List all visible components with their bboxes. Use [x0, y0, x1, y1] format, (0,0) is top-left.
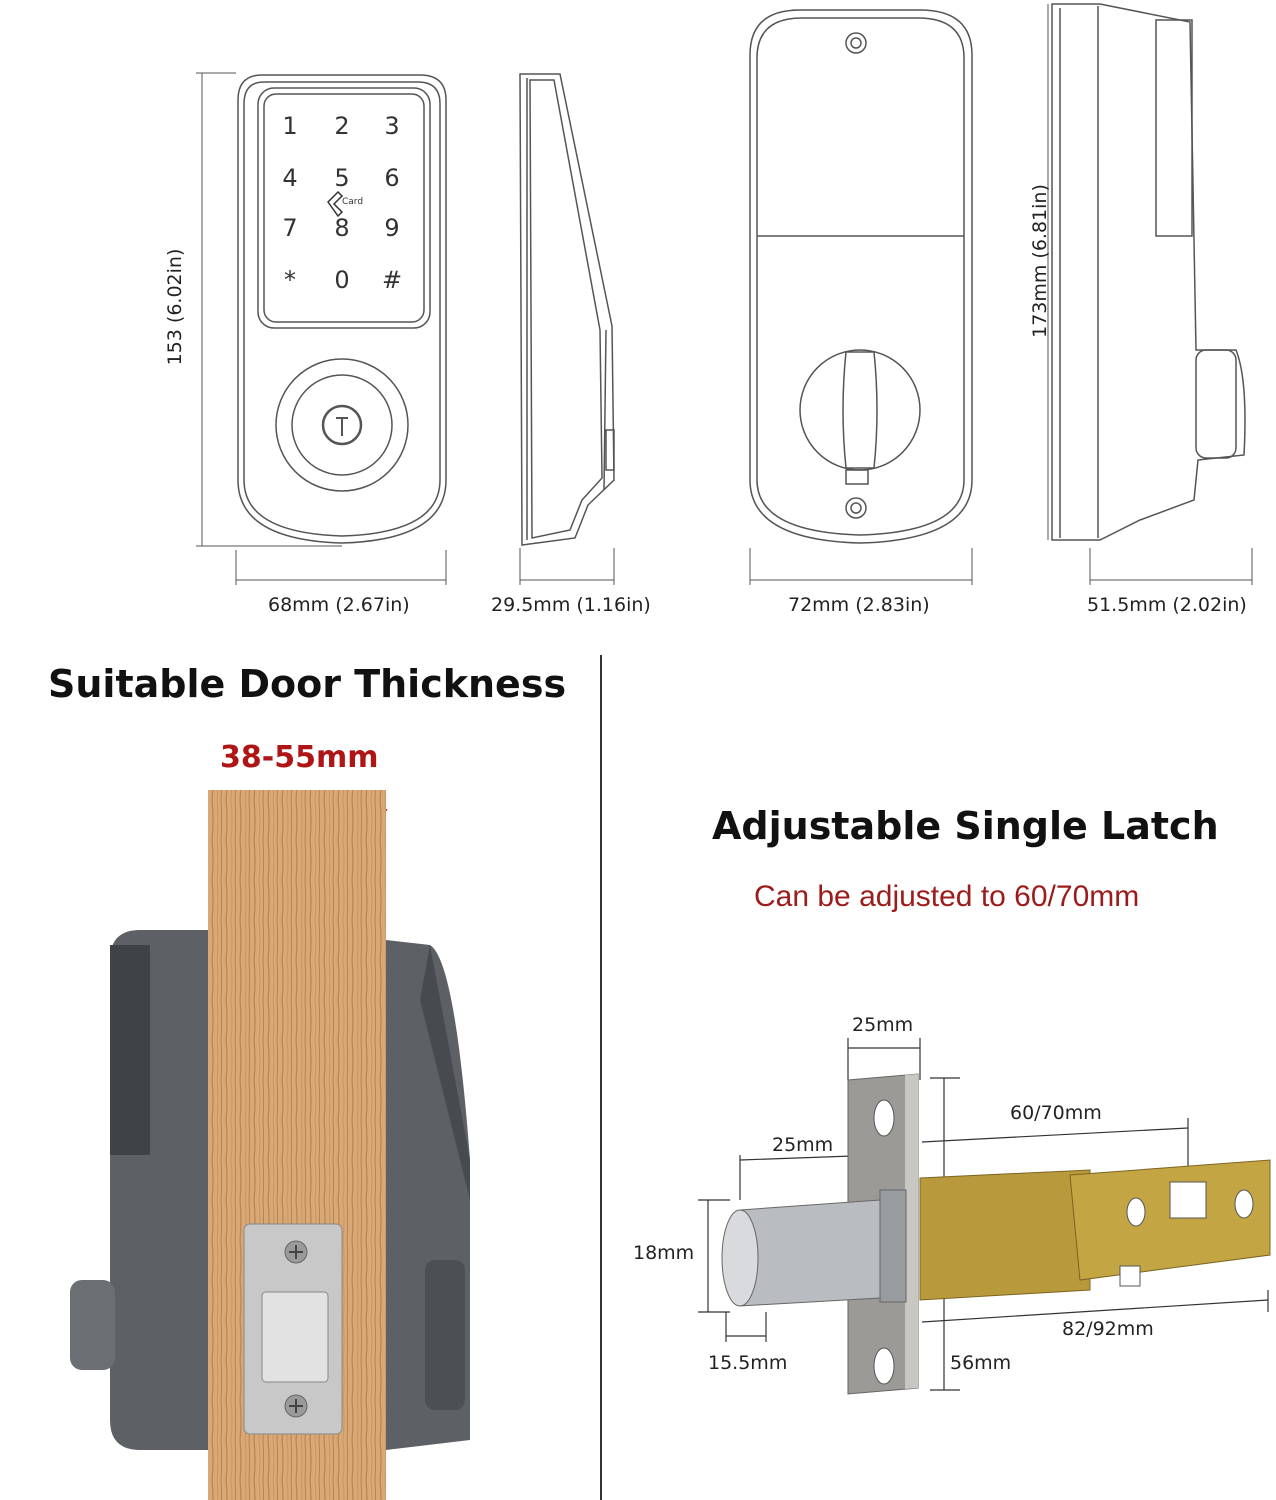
front-width-label: 68mm (2.67in): [268, 594, 410, 616]
key-2: 2: [334, 112, 350, 140]
faceplate-height-label: 56mm: [950, 1352, 1012, 1374]
brass-housing: [920, 1170, 1090, 1300]
latch-title: Adjustable Single Latch: [712, 804, 1219, 848]
latch-subtitle: Can be adjusted to 60/70mm: [754, 880, 1140, 913]
back-side-depth-label: 51.5mm (2.02in): [1087, 594, 1247, 616]
door-thickness-range: 38-55mm: [220, 740, 379, 775]
key-star: *: [284, 266, 296, 294]
key-4: 4: [282, 164, 298, 192]
back-height-label: 173mm (6.81in): [1029, 184, 1051, 338]
total-length-label: 82/92mm: [1062, 1318, 1154, 1340]
faceplate-width-label: 25mm: [852, 1014, 914, 1036]
key-7: 7: [282, 214, 298, 242]
front-height-label: 153 (6.02in): [164, 248, 186, 366]
bolt-offset-label: 15.5mm: [708, 1352, 788, 1374]
key-1: 1: [282, 112, 298, 140]
key-6: 6: [384, 164, 400, 192]
key-3: 3: [384, 112, 400, 140]
side-depth-label: 29.5mm (1.16in): [491, 594, 651, 616]
back-width-label: 72mm (2.83in): [788, 594, 930, 616]
latch-bolt: [740, 1200, 880, 1306]
bolt-length-label: 25mm: [772, 1134, 834, 1156]
key-0: 0: [334, 266, 350, 294]
backset-label: 60/70mm: [1010, 1102, 1102, 1124]
key-5: 5: [334, 164, 350, 192]
card-label: Card: [342, 197, 364, 207]
bolt-height-label: 18mm: [633, 1242, 695, 1264]
key-9: 9: [384, 214, 400, 242]
key-8: 8: [334, 214, 350, 242]
door-thickness-title: Suitable Door Thickness: [48, 662, 567, 706]
key-hash: #: [381, 266, 403, 294]
